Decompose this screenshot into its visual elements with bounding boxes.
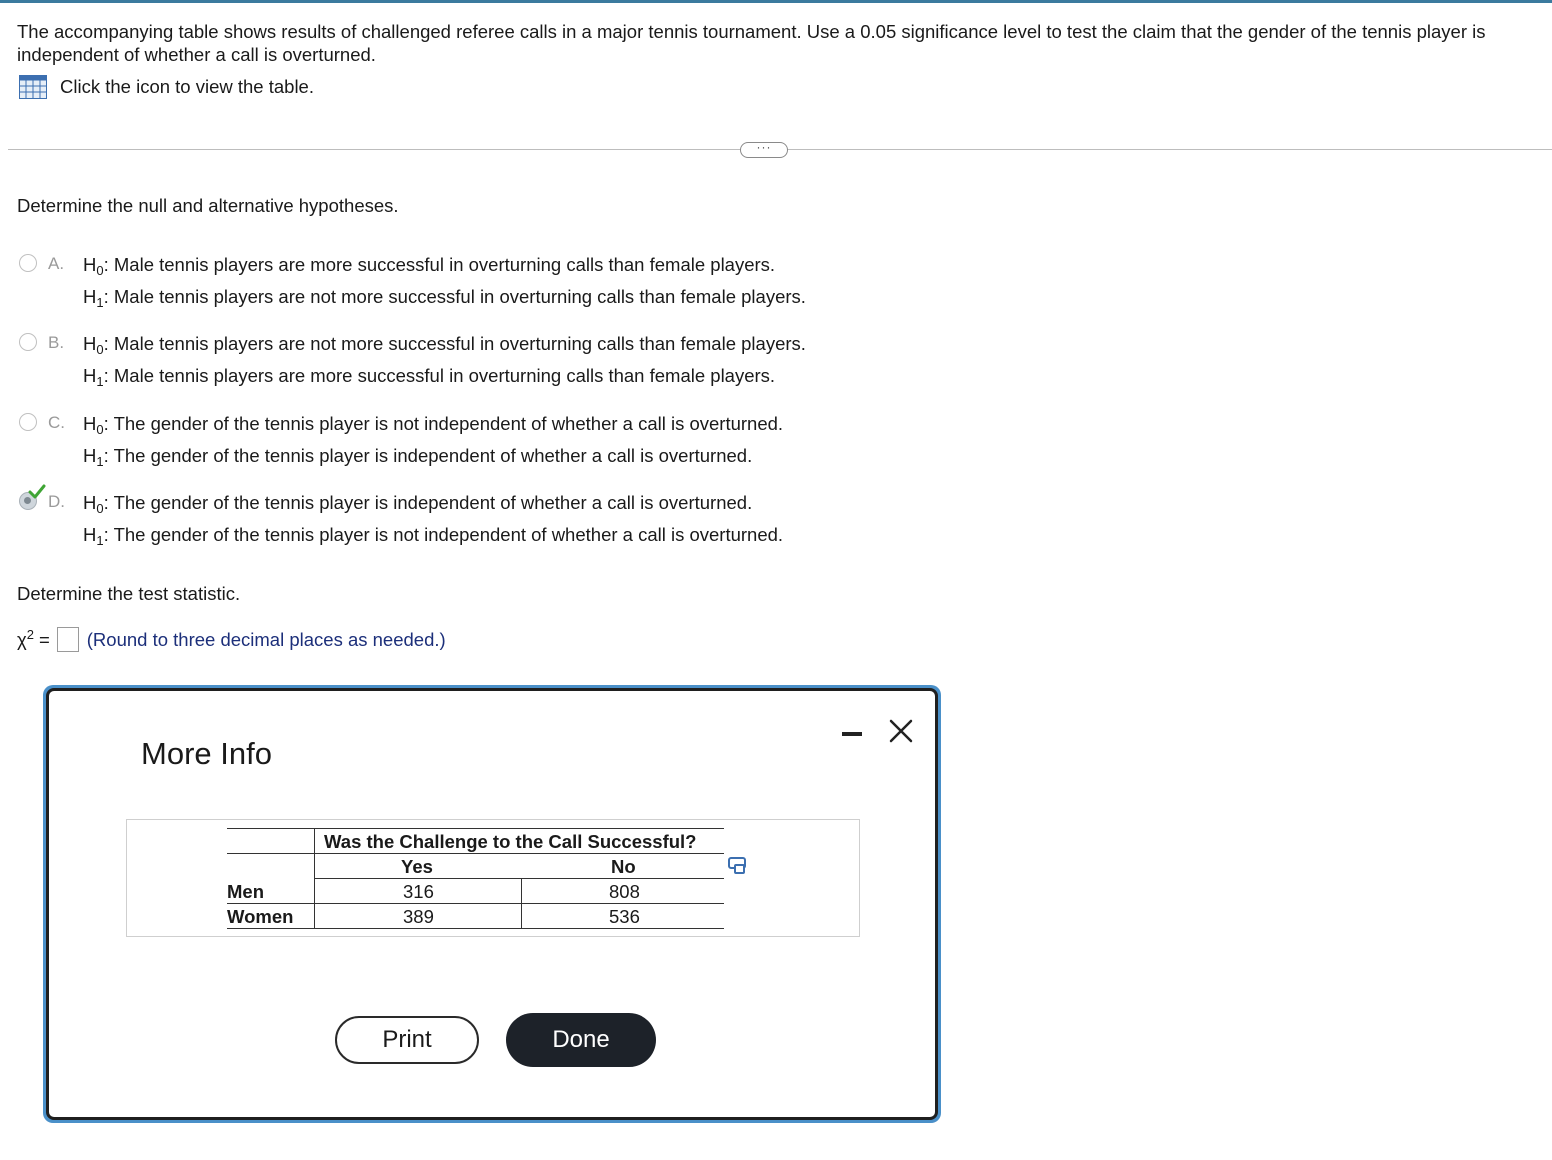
table-header: Was the Challenge to the Call Successful? — [324, 831, 697, 852]
option-d-h1: $H_1$: The gender of the tennis player is not independent of whether a call is overturned. — [83, 524, 784, 548]
rounding-hint: (Round to three decimal places as needed.) — [86, 628, 446, 650]
option-b-h1: $H_1$: Male tennis players are more successful in overturning calls than female players. — [83, 365, 776, 389]
modal-title: More Info — [141, 736, 272, 771]
row-label-women: Women — [227, 906, 294, 927]
equals-sign: = — [38, 628, 50, 650]
cell-women-no: 536 — [609, 906, 640, 927]
option-a-radio[interactable] — [19, 254, 37, 272]
option-b-letter: B. — [48, 333, 65, 352]
option-b-radio[interactable] — [19, 333, 37, 351]
option-c-radio[interactable] — [19, 413, 37, 431]
option-a-h1: $H_1$: Male tennis players are not more successful in overturning calls than female players. — [83, 286, 806, 310]
chi-square-answer-input[interactable] — [57, 627, 79, 652]
option-c-h1: $H_1$: The gender of the tennis player is independent of whether a call is overturned. — [83, 445, 753, 469]
cell-men-yes: 316 — [403, 881, 434, 902]
done-button[interactable]: Done — [506, 1013, 656, 1067]
top-accent-bar — [0, 0, 1552, 3]
column-no: No — [611, 856, 636, 877]
question-text: The accompanying table shows results of challenged referee calls in a major tennis tournament. Use a 0.05 significance level to test the claim that the gender of the tennis player is independent of whether a call is overturned. — [17, 21, 1486, 65]
expand-more-button[interactable]: ··· — [740, 142, 788, 158]
row-label-men: Men — [227, 881, 264, 902]
cell-men-no: 808 — [609, 881, 640, 902]
grid-icon[interactable] — [19, 75, 47, 99]
hypotheses-prompt: Determine the null and alternative hypotheses. — [17, 195, 399, 216]
option-d-letter: D. — [48, 492, 65, 511]
copy-icon[interactable] — [728, 857, 748, 875]
checkmark-icon — [28, 484, 46, 500]
column-yes: Yes — [401, 856, 433, 877]
option-b-h0: $H_0$: Male tennis players are not more successful in overturning calls than female players. — [83, 333, 806, 357]
view-table-link[interactable] — [19, 75, 314, 99]
cell-women-yes: 389 — [403, 906, 434, 927]
view-table-label[interactable]: Click the icon to view the table. — [60, 76, 314, 97]
modal-body — [46, 688, 938, 1120]
option-c-h0: $H_0$: The gender of the tennis player is not independent of whether a call is overturned. — [83, 413, 784, 437]
option-a-h0: $H_0$: Male tennis players are more successful in overturning calls than female players. — [83, 254, 776, 278]
option-c-letter: C. — [48, 413, 65, 432]
close-icon[interactable] — [886, 716, 916, 746]
option-a-letter: A. — [48, 254, 65, 273]
data-table-frame — [126, 819, 860, 937]
more-info-modal — [43, 685, 941, 1123]
minimize-icon[interactable] — [842, 732, 862, 736]
chi-square-row — [17, 627, 446, 652]
chi-symbol: $\chi^2$ — [17, 627, 34, 651]
option-d-h0: $H_0$: The gender of the tennis player is independent of whether a call is overturned. — [83, 492, 753, 516]
test-statistic-prompt: Determine the test statistic. — [17, 583, 241, 604]
print-button[interactable]: Print — [335, 1016, 479, 1064]
